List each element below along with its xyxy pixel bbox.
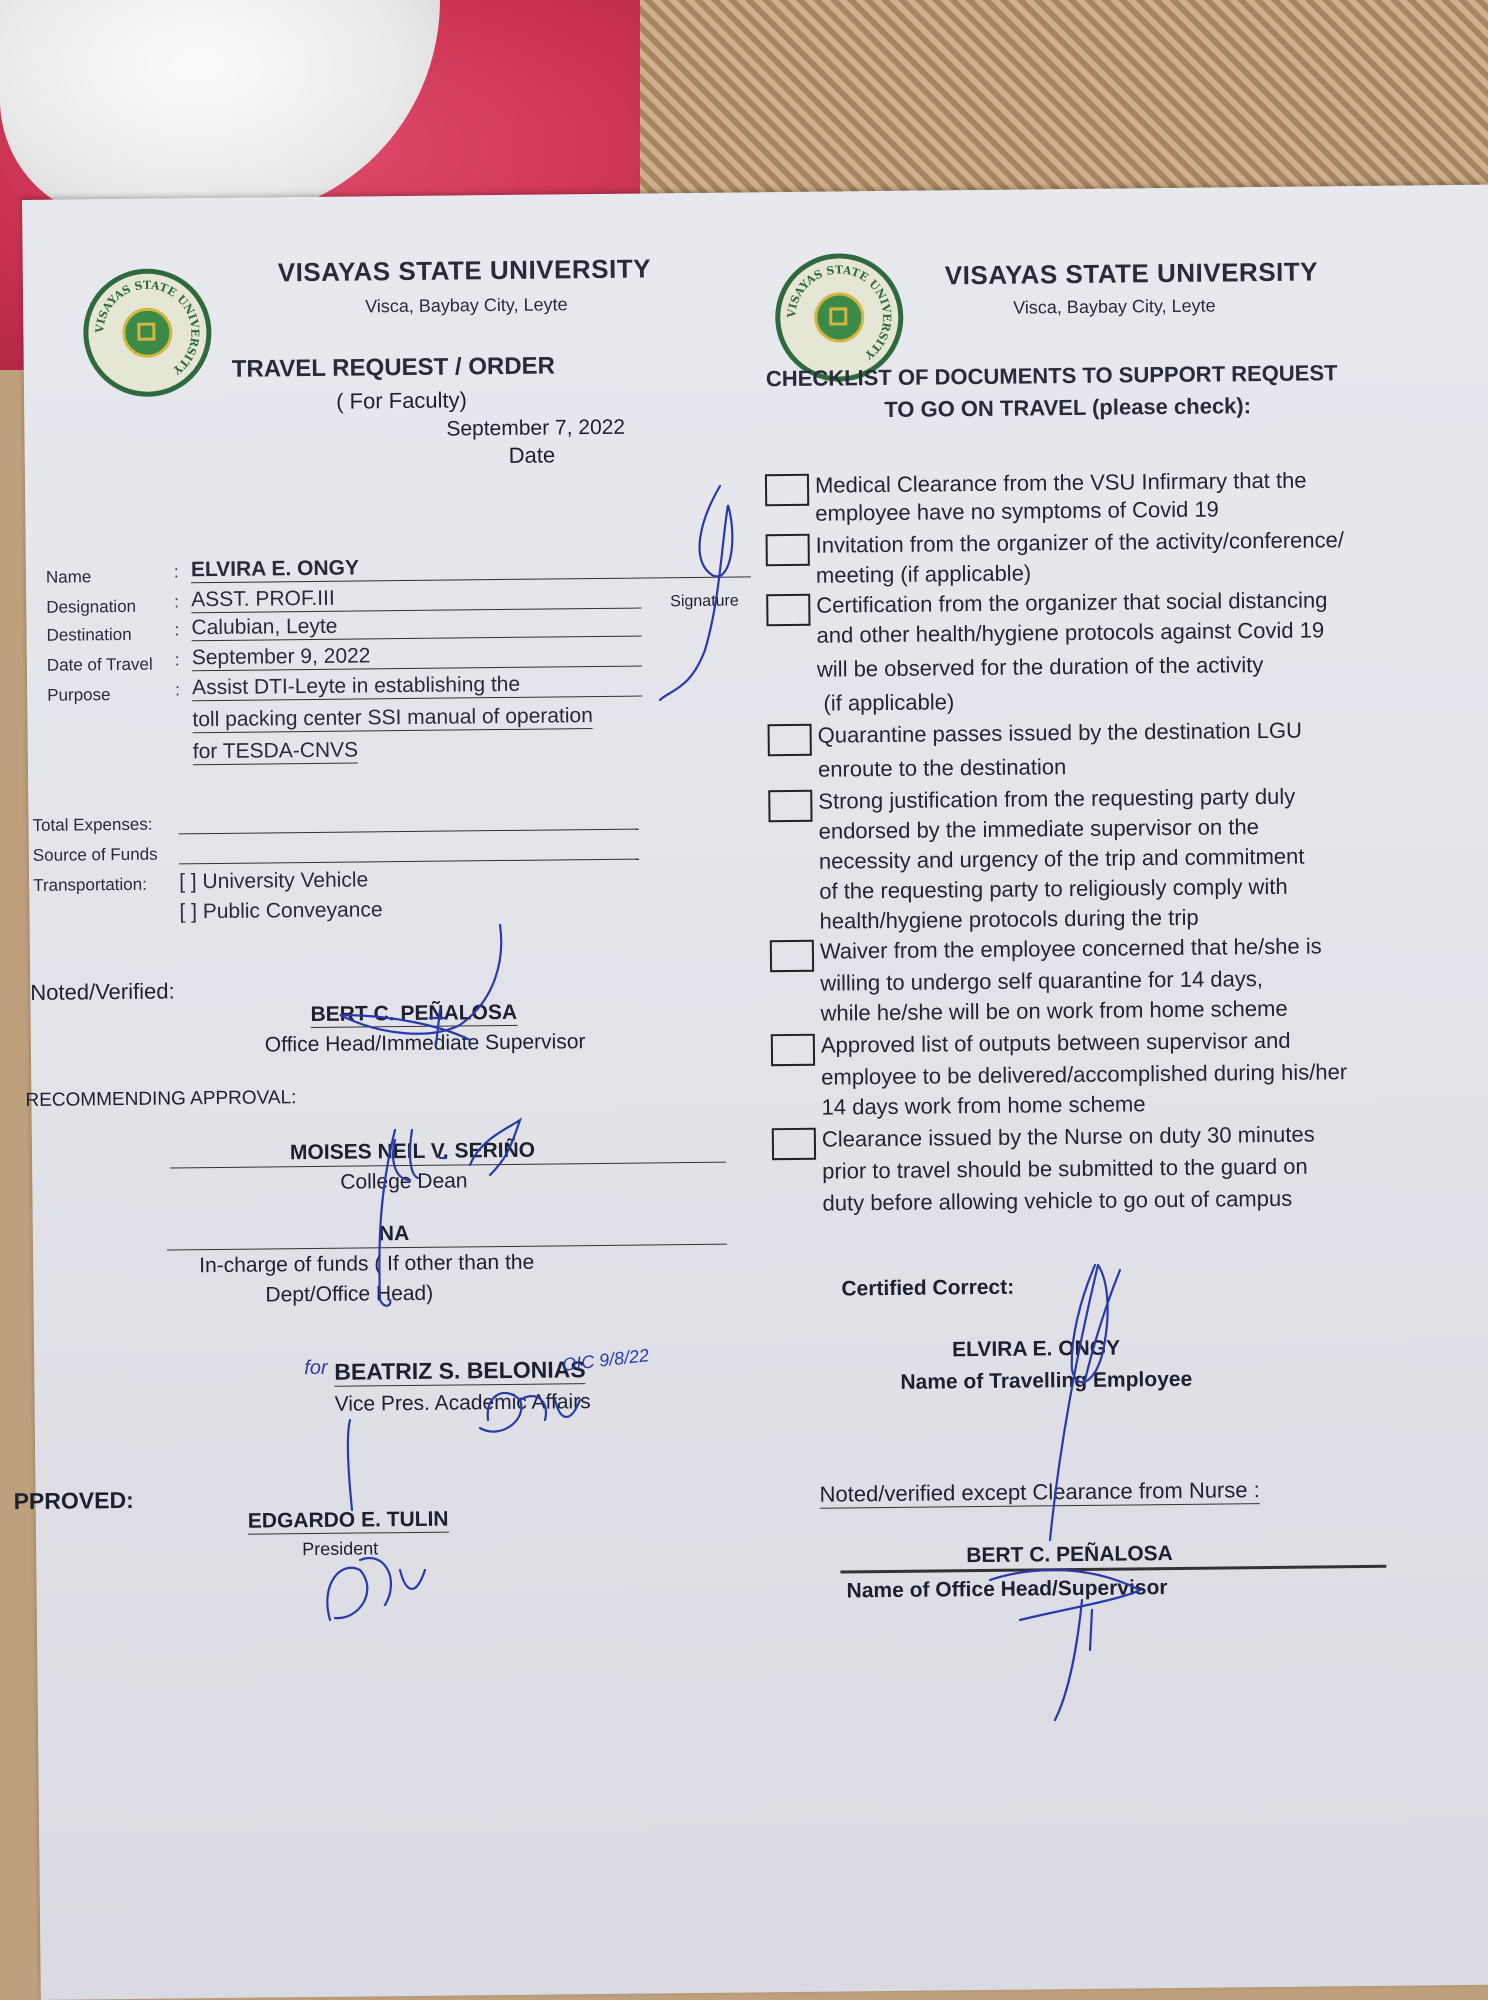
designation-label: Designation bbox=[46, 596, 137, 617]
checklist-title-line1: CHECKLIST OF DOCUMENTS TO SUPPORT REQUEST bbox=[765, 360, 1338, 392]
office-head-title: Name of Office Head/Supervisor bbox=[846, 1576, 1168, 1603]
checklist-item-7-line-1: Approved list of outputs between supervisor and bbox=[820, 1027, 1291, 1058]
checklist-item-4-line-2: enroute to the destination bbox=[817, 754, 1067, 782]
checklist-item-6-line-2: willing to undergo self quarantine for 14 days, bbox=[820, 966, 1264, 996]
total-expenses-label: Total Expenses: bbox=[32, 814, 153, 835]
checkbox-certification[interactable] bbox=[766, 594, 810, 626]
checklist-item-3-line-2: and other health/hygiene protocols against Covid 19 bbox=[816, 617, 1325, 648]
checkbox-medical-clearance[interactable] bbox=[765, 474, 809, 506]
checklist-item-1-line-1: Medical Clearance from the VSU Infirmary that the bbox=[814, 467, 1307, 498]
university-name-right: VISAYAS STATE UNIVERSITY bbox=[944, 256, 1319, 291]
destination-field[interactable]: Calubian, Leyte bbox=[191, 612, 641, 642]
supervisor-name: BERT C. PEÑALOSA bbox=[310, 1000, 518, 1027]
university-name-left: VISAYAS STATE UNIVERSITY bbox=[277, 253, 652, 288]
transportation-label: Transportation: bbox=[33, 874, 147, 895]
purpose-line-2[interactable]: toll packing center SSI manual of operation bbox=[192, 704, 593, 732]
checkbox-nurse-clearance[interactable] bbox=[772, 1128, 816, 1160]
designation-field[interactable]: ASST. PROF.III bbox=[191, 584, 641, 614]
seal-text-right: VISAYAS STATE UNIVERSITY bbox=[785, 263, 894, 362]
vp-name: BEATRIZ S. BELONIAS bbox=[334, 1356, 586, 1385]
dean-title: College Dean bbox=[340, 1169, 468, 1194]
checklist-item-5-line-1: Strong justification from the requesting party duly bbox=[818, 783, 1296, 814]
name-label: Name bbox=[45, 567, 92, 587]
checklist-item-6-line-3: while he/she will be on work from home scheme bbox=[820, 995, 1288, 1026]
checklist-item-5-line-3: necessity and urgency of the trip and commitment bbox=[818, 843, 1305, 874]
total-expenses-line[interactable] bbox=[179, 828, 639, 835]
signature-label: Signature bbox=[670, 592, 739, 611]
source-of-funds-label: Source of Funds bbox=[32, 844, 158, 865]
destination-colon: : bbox=[174, 620, 180, 640]
checklist-item-7-line-3: 14 days work from home scheme bbox=[821, 1091, 1146, 1120]
checklist-item-2-line-2: meeting (if applicable) bbox=[815, 560, 1032, 588]
checklist-item-8-line-3: duty before allowing vehicle to go out of campus bbox=[822, 1185, 1293, 1216]
seal-emblem-left bbox=[122, 307, 173, 358]
noted-verified-label: Noted/Verified: bbox=[30, 978, 175, 1005]
form-title: TRAVEL REQUEST / ORDER bbox=[231, 352, 556, 383]
checkbox-quarantine-passes[interactable] bbox=[768, 724, 812, 756]
document-page bbox=[13, 185, 1488, 2000]
checkbox-waiver[interactable] bbox=[770, 940, 814, 972]
checklist-item-5-line-2: endorsed by the immediate supervisor on the bbox=[818, 814, 1260, 844]
checklist-item-6-line-1: Waiver from the employee concerned that he/she is bbox=[819, 933, 1322, 964]
request-date: September 7, 2022 bbox=[446, 415, 626, 441]
checklist-item-4-line-1: Quarantine passes issued by the destination LGU bbox=[817, 717, 1303, 748]
checkbox-invitation[interactable] bbox=[766, 534, 810, 566]
purpose-line-3[interactable]: for TESDA-CNVS bbox=[192, 738, 359, 764]
checklist-title-line2: TO GO ON TRAVEL (please check): bbox=[884, 393, 1252, 422]
vp-oic-note: OIC 9/8/22 bbox=[561, 1345, 651, 1375]
source-of-funds-line[interactable] bbox=[179, 858, 639, 865]
seal-emblem-right bbox=[814, 292, 865, 343]
name-field[interactable]: ELVIRA E. ONGY bbox=[191, 552, 751, 583]
vp-title: Vice Pres. Academic Affairs bbox=[334, 1390, 591, 1416]
president-title: President bbox=[302, 1538, 379, 1560]
checklist-item-1-line-2: employee have no symptoms of Covid 19 bbox=[815, 496, 1219, 526]
designation-colon: : bbox=[174, 592, 180, 612]
checkbox-approved-outputs[interactable] bbox=[771, 1034, 815, 1066]
approved-label: PPROVED: bbox=[13, 1486, 134, 1515]
purpose-line-1[interactable]: Assist DTI-Leyte in establishing the bbox=[192, 672, 642, 702]
funds-in-charge-value: NA bbox=[378, 1222, 410, 1246]
certified-correct-label: Certified Correct: bbox=[841, 1275, 1015, 1301]
funds-title-1: In-charge of funds ( If other than the bbox=[199, 1250, 535, 1278]
seal-text-left: VISAYAS STATE UNIVERSITY bbox=[93, 278, 202, 377]
office-head-name: BERT C. PEÑALOSA bbox=[966, 1542, 1173, 1568]
travel-date-colon: : bbox=[174, 650, 180, 670]
travel-date-field[interactable]: September 9, 2022 bbox=[192, 642, 642, 672]
university-seal-right bbox=[775, 253, 904, 382]
form-subtitle: ( For Faculty) bbox=[335, 387, 468, 414]
president-name: EDGARDO E. TULIN bbox=[247, 1507, 449, 1533]
checklist-item-2-line-1: Invitation from the organizer of the activity/conference/ bbox=[815, 527, 1345, 558]
date-label: Date bbox=[508, 442, 556, 468]
checklist-item-8-line-1: Clearance issued by the Nurse on duty 30 minutes bbox=[821, 1121, 1315, 1152]
transport-option-public[interactable]: [ ] Public Conveyance bbox=[179, 898, 383, 924]
checklist-item-3-line-3: will be observed for the duration of the activity bbox=[816, 652, 1264, 682]
checklist-item-8-line-2: prior to travel should be submitted to the guard on bbox=[822, 1153, 1308, 1184]
purpose-label: Purpose bbox=[47, 685, 111, 705]
funds-title-2: Dept/Office Head) bbox=[265, 1281, 434, 1307]
purpose-colon: : bbox=[175, 680, 180, 700]
checkbox-strong-justification[interactable] bbox=[768, 790, 812, 822]
traveller-name: ELVIRA E. ONGY bbox=[951, 1336, 1121, 1362]
university-seal-left bbox=[83, 268, 212, 397]
transport-option-university[interactable]: [ ] University Vehicle bbox=[179, 868, 369, 894]
dean-name: MOISES NEIL V. SERIÑO bbox=[289, 1138, 536, 1165]
name-colon: : bbox=[173, 562, 179, 582]
traveller-title: Name of Travelling Employee bbox=[900, 1367, 1193, 1394]
checklist-item-5-line-5: health/hygiene protocols during the trip bbox=[819, 904, 1199, 934]
supervisor-title: Office Head/Immediate Supervisor bbox=[264, 1030, 586, 1057]
checklist-item-3-line-1: Certification from the organizer that social distancing bbox=[816, 587, 1328, 618]
destination-label: Destination bbox=[46, 624, 132, 645]
noted-except-nurse-label: Noted/verified except Clearance from Nurse : bbox=[819, 1477, 1260, 1507]
checklist-item-3-line-4: (if applicable) bbox=[817, 689, 955, 716]
checklist-item-7-line-2: employee to be delivered/accomplished during his/her bbox=[821, 1059, 1348, 1090]
funds-signature-line bbox=[167, 1243, 727, 1251]
university-address-left: Visca, Baybay City, Leyte bbox=[365, 294, 568, 317]
recommending-approval-label: RECOMMENDING APPROVAL: bbox=[25, 1087, 297, 1112]
university-address-right: Visca, Baybay City, Leyte bbox=[1013, 295, 1216, 318]
travel-date-label: Date of Travel bbox=[46, 654, 153, 675]
checklist-item-5-line-4: of the requesting party to religiously comply with bbox=[819, 873, 1288, 904]
vp-prefix-handwritten: for bbox=[304, 1356, 328, 1380]
